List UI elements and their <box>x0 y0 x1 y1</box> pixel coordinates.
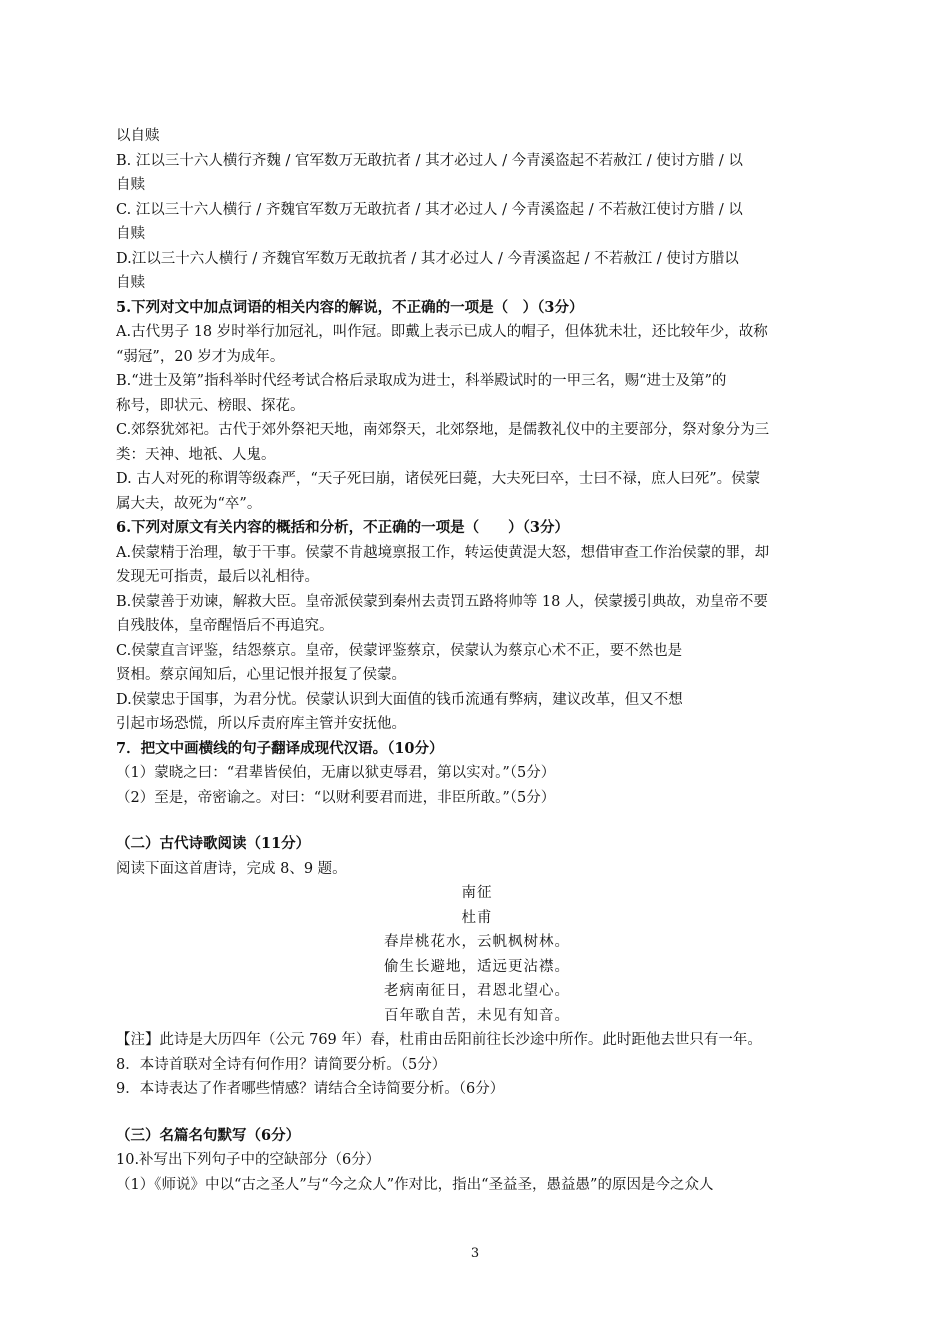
q4-line: D.江以三十六人横行 / 齐魏官军数万无敢抗者 / 其才必过人 / 今青溪盗起 / 不若赦江 / 使讨方腊以 <box>116 250 739 267</box>
question-5 <box>116 296 838 517</box>
question-9: 9．本诗表达了作者哪些情感？请结合全诗简要分析。（6分） <box>116 1081 505 1097</box>
q7-line: （2）至是，帝密谕之。对曰：“以财利要君而进，非臣所敢。”（5分） <box>116 789 556 806</box>
q6-line: 自残肢体，皇帝醒悟后不再追究。 <box>116 618 334 634</box>
q5-line: “弱冠”，20 岁才为成年。 <box>116 348 285 365</box>
page-number: 3 <box>470 1246 480 1261</box>
q6-line: 引起市场恐慌，所以斥责府库主管并安抚他。 <box>116 716 406 732</box>
page-content <box>116 124 838 1197</box>
q6-stem: 6.下列对原文有关内容的概括和分析，不正确的一项是（ ）（3分） <box>116 519 569 536</box>
q6-line: B.侯蒙善于劝谏，解救大臣。皇帝派侯蒙到秦州去责罚五路将帅等 18 人，侯蒙援引典故，劝皇帝不要 <box>116 593 768 610</box>
q4-line: 自赎 <box>116 226 145 242</box>
section-poetry <box>116 832 838 1102</box>
q4-line: 自赎 <box>116 177 145 193</box>
question-8: 8．本诗首联对全诗有何作用？请简要分析。（5分） <box>116 1056 447 1073</box>
q5-line: C.郊祭犹郊祀。古代于郊外祭祀天地，南郊祭天，北郊祭地，是儒教礼仪中的主要部分，祭对象分为三 <box>116 422 770 438</box>
q6-line: D.侯蒙忠于国事，为君分忧。侯蒙认识到大面值的钱币流通有弊病，建议改革，但又不想 <box>116 691 683 708</box>
q4-line: B. 江以三十六人横行齐魏 / 官军数万无敢抗者 / 其才必过人 / 今青溪盗起不若赦江 / 使讨方腊 / 以 <box>116 152 743 169</box>
question-10: 10.补写出下列句子中的空缺部分（6分） <box>116 1152 381 1168</box>
q5-line: B.“进士及第”指科举时代经考试合格后录取成为进士，科举殿试时的一甲三名，赐“进士及第”的 <box>116 373 727 389</box>
question-7 <box>116 737 838 811</box>
poem <box>116 881 838 1028</box>
q5-stem: 5.下列对文中加点词语的相关内容的解说，不正确的一项是（ ）（3分） <box>116 298 584 316</box>
q5-line: A.古代男子 18 岁时举行加冠礼，叫作冠。即戴上表示已成人的帽子，但体犹未壮，还比较年少，故称 <box>116 324 768 340</box>
question-6 <box>116 516 838 737</box>
q4-options <box>116 124 838 296</box>
q4-line: C. 江以三十六人横行 / 齐魏官军数万无敢抗者 / 其才必过人 / 今青溪盗起 / 不若赦江使讨方腊 / 以 <box>116 201 743 218</box>
q7-stem: 7．把文中画横线的句子翻译成现代汉语。（10分） <box>116 739 444 757</box>
spacer <box>116 810 838 832</box>
poem-line: 百年歌自苦，未见有知音。 <box>384 1007 570 1024</box>
spacer <box>116 1102 838 1124</box>
question-10-1: （1）《师说》中以“古之圣人”与“今之众人”作对比，指出“圣益圣，愚益愚”的原因是今之众人 <box>116 1176 714 1193</box>
q7-line: （1）蒙晓之曰：“君辈皆侯伯，无庸以狱吏辱君，第以实对。”（5分） <box>116 765 556 781</box>
q5-line: 类：天神、地祇、人鬼。 <box>116 446 276 463</box>
section-heading: （三）名篇名句默写（6分） <box>116 1126 301 1144</box>
q4-line: 以自赎 <box>116 128 160 144</box>
q6-line: A.侯蒙精于治理，敏于干事。侯蒙不肯越境禀报工作，转运使黄湜大怒，想借审查工作治侯蒙的罪，却 <box>116 544 770 561</box>
poem-note: 【注】此诗是大历四年（公元 769 年）春，杜甫由岳阳前往长沙途中所作。此时距他去世只有一年。 <box>116 1032 762 1048</box>
poem-line: 老病南征日，君恩北望心。 <box>384 983 570 999</box>
q5-line: D. 古人对死的称谓等级森严，“天子死曰崩，诸侯死曰薨，大夫死曰卒，士曰不禄，庶人曰死”。侯蒙 <box>116 471 761 487</box>
poem-line: 偷生长避地，适远更沾襟。 <box>384 958 570 975</box>
poem-author: 杜甫 <box>461 909 493 926</box>
q4-line: 自赎 <box>116 275 145 291</box>
section-intro: 阅读下面这首唐诗，完成 8、9 题。 <box>116 860 347 877</box>
q6-line: 发现无可指责，最后以礼相待。 <box>116 569 319 585</box>
q6-line: C.侯蒙直言评鉴，结怨蔡京。皇帝，侯蒙评鉴蔡京，侯蒙认为蔡京心术不正，要不然也是 <box>116 642 683 659</box>
poem-line: 春岸桃花水，云帆枫树林。 <box>384 934 570 950</box>
q5-line: 属大夫，故死为“卒”。 <box>116 495 262 512</box>
q6-line: 贤相。蔡京闻知后，心里记恨并报复了侯蒙。 <box>116 667 406 683</box>
section-heading: （二）古代诗歌阅读（11分） <box>116 835 311 852</box>
q5-line: 称号，即状元、榜眼、探花。 <box>116 397 305 414</box>
section-recitation <box>116 1124 838 1198</box>
poem-title: 南征 <box>461 885 493 901</box>
